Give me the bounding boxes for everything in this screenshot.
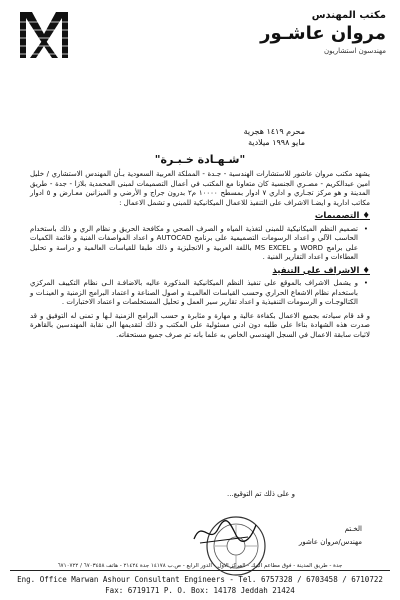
section-heading-design: ♦ التصميمات	[314, 211, 370, 221]
supervision-bullet: • و يشمل الاشراف بالموقع على تنفيذ النظم الميكانيكية المذكورة عاليه بالاضافـة الـى نظام التكييف المركزي باستخدام نظام الاشعاع الحراري وحسب القياسات العالميـة و اصول الصناعة و اعتماد البرامج الزمنية و العينـات و الكتالوجـات و الرسومات التنفيذية و اعداد تقارير سير العمل و تحليل المستخلصات و اعتماد الاختبارات .	[30, 279, 370, 308]
firm-line1: مكتب المهندس	[311, 10, 386, 21]
closing-line: و على ذلك تم التوقيع...	[226, 490, 295, 498]
stylized-m-logo-icon	[18, 10, 70, 60]
design-bullet: • تصميم النظم الميكانيكية للمبنى لتغذية المياه و الصرف الصحي و مكافحة الحريق و نظام الري و ذلك باستخدام الحاسب الآلي و اعداد الرسومات التصميمية على برنامج AUTOCAD و اعداد المواصفات الفنية و قائمة الكميات على برامج WORD و MS EXCEL باللغة العربية و الانجليزية و ذلك طبقا للقياسات العالمية و دراسة و تحليل العطاءات و اعداد التقارير الفنية .	[30, 225, 370, 263]
document-date	[244, 126, 305, 148]
footer-english-line2: Fax: 6719171 P. O. Box: 14178 Jeddah 21424	[105, 586, 295, 595]
closing-paragraph: و قد قام سيادته بجميع الاعمال بكفاءة عالية و مهارة و مثابرة و حسب البرامج الزمنية لـها و تمنى له التوفيق و قد صدرت هذه الشهادة بناءا على طلبه دون ادنى مسئولية على المكتب و ذلك لتقديمها الى نقابة المهندسين بالقاهرة لاثبات سابقة الاعمال في السجل الهندسي الخاص به علما بانه تم صرف جميع مستحقاته.	[30, 311, 370, 339]
title-text: شـهـادة خـبـرة	[160, 153, 240, 166]
stamp-label: الخـتم	[344, 525, 362, 533]
footer-divider	[10, 570, 390, 571]
date-gregorian: مايو ١٩٩٨ ميلادية	[248, 138, 305, 147]
firm-subtitle: مهندسون استشاريون	[324, 47, 386, 55]
handwritten-signature-icon	[190, 515, 260, 549]
section-heading-supervision: ♦ الاشراف على التنفيذ	[272, 265, 370, 276]
footer-english-line1: Eng. Office Marwan Ashour Consultant Engineers - Tel. 6757328 / 6703458 / 6710722	[17, 575, 383, 584]
signer-name: مهندس/مروان عاشور	[298, 538, 362, 546]
footer-arabic-address: جدة - طريق المدينة - فوق مطاعم البيك - المركز الأول - الدور الرابع - ص.ب ١٤١٧٨ جدة ٢١٤٢٤ - هاتف ٦٧٠٣٤٥٨ / ٦٧١٠٧٢٢	[57, 563, 343, 569]
firm-name: مروان عاشـور	[260, 23, 386, 44]
date-hijri: محرم ١٤١٩ هجرية	[243, 127, 305, 136]
document-title: "شـهـادة خـبـرة"	[154, 153, 246, 166]
intro-paragraph: يشهد مكتب مروان عاشور للاستشارات الهندسية - جـدة - المملكة العربية السعودية بـأن المهندس الاستشاري / خليل امين عبدالكريم - مصـري الجنسية كان متعاونا مع المكتب في أعمال التصميمات لمبنى المحمدية بلازا - جدة - طريق المدينة و هو مركز تجـاري و اداري ٧ ادوار بمسطح ١٠٠٠٠ م٢ بدرون جراج و الأرضي و الميزانين معـارض و ٥ ادوار مكاتب ادارية و ايضـا الاشراف على التنفيذ للاعمال الميكانيكية للمبنى و تشمل الاعمال :	[30, 170, 371, 207]
firm-header	[186, 10, 386, 55]
document-body	[30, 170, 370, 344]
